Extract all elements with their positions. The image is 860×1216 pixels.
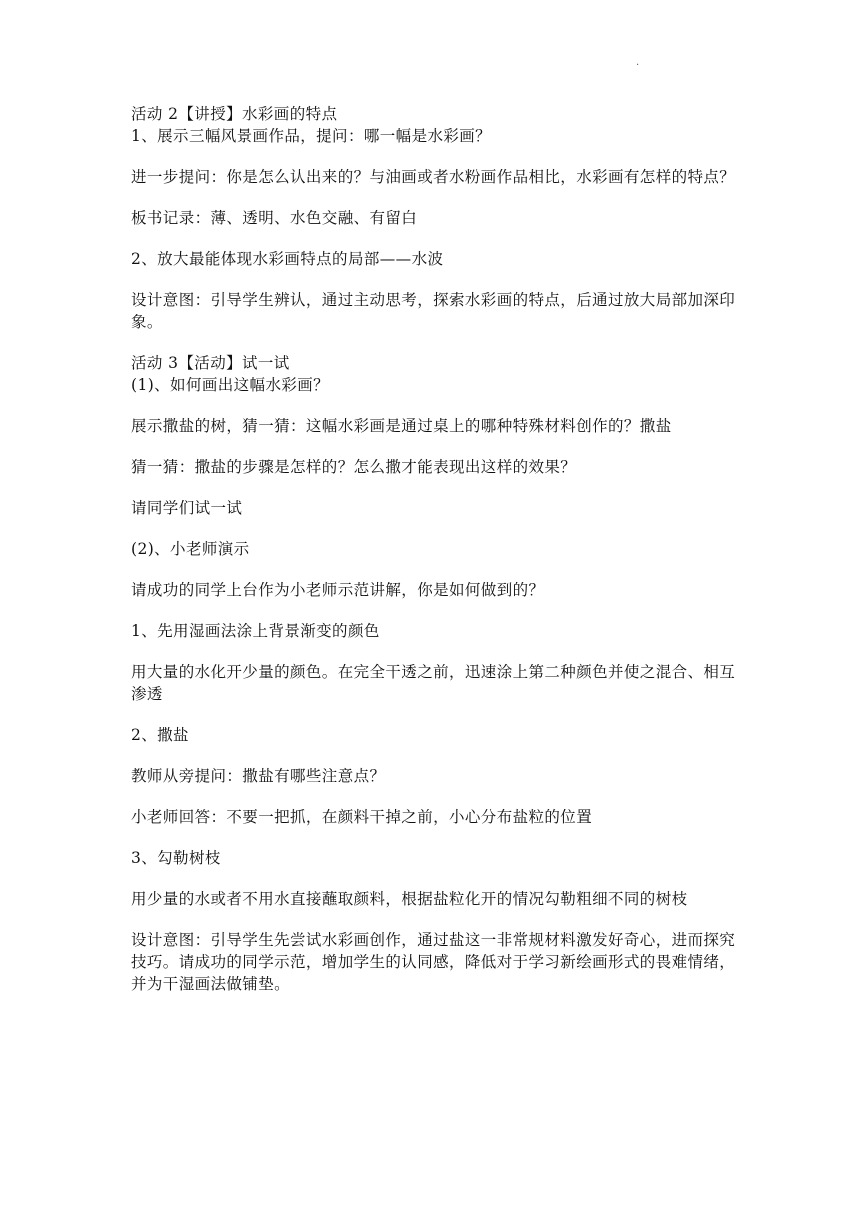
paragraph: 请成功的同学上台作为小老师示范讲解，你是如何做到的？ bbox=[131, 581, 545, 599]
paragraph: 请同学们试一试 bbox=[131, 499, 243, 517]
paragraph: 小老师回答：不要一把抓，在颜料干掉之前，小心分布盐粒的位置 bbox=[131, 808, 593, 826]
activity-2-heading: 活动 2【讲授】水彩画的特点 bbox=[131, 105, 338, 123]
paragraph: (1)、如何画出这幅水彩画？ bbox=[131, 376, 330, 394]
paragraph: 1、展示三幅风景画作品，提问：哪一幅是水彩画？ bbox=[131, 127, 492, 145]
paragraph: 教师从旁提问：撒盐有哪些注意点？ bbox=[131, 767, 386, 785]
paragraph: 2、撒盐 bbox=[131, 726, 189, 744]
paragraph: 3、勾勒树枝 bbox=[131, 849, 221, 867]
paragraph: 猜一猜：撒盐的步骤是怎样的？怎么撒才能表现出这样的效果？ bbox=[131, 458, 577, 476]
paragraph: 板书记录：薄、透明、水色交融、有留白 bbox=[131, 209, 418, 227]
paragraph: (2)、小老师演示 bbox=[131, 540, 250, 558]
document-body bbox=[131, 103, 741, 995]
paragraph: 1、先用湿画法涂上背景渐变的颜色 bbox=[131, 622, 380, 640]
design-intent-paragraph: 设计意图：引导学生辨认，通过主动思考，探索水彩画的特点，后通过放大局部加深印象。 bbox=[131, 291, 736, 331]
paragraph: 展示撒盐的树，猜一猜：这幅水彩画是通过桌上的哪种特殊材料创作的？撒盐 bbox=[131, 417, 672, 435]
design-intent-paragraph: 设计意图：引导学生先尝试水彩画创作，通过盐这一非常规材料激发好奇心，进而探究技巧。请成功的同学示范，增加学生的认同感，降低对于学习新绘画形式的畏难情绪，并为干湿画法做铺垫。 bbox=[131, 931, 736, 993]
paragraph: 进一步提问：你是怎么认出来的？与油画或者水粉画作品相比，水彩画有怎样的特点？ bbox=[131, 168, 736, 186]
paragraph: 用大量的水化开少量的颜色。在完全干透之前，迅速涂上第二种颜色并使之混合、相互渗透 bbox=[131, 663, 736, 703]
paragraph: 用少量的水或者不用水直接蘸取颜料，根据盐粒化开的情况勾勒粗细不同的树枝 bbox=[131, 890, 688, 908]
paragraph: 2、放大最能体现水彩画特点的局部——水波 bbox=[131, 250, 444, 268]
page-mark: . bbox=[636, 57, 640, 68]
activity-3-heading: 活动 3【活动】试一试 bbox=[131, 354, 290, 372]
